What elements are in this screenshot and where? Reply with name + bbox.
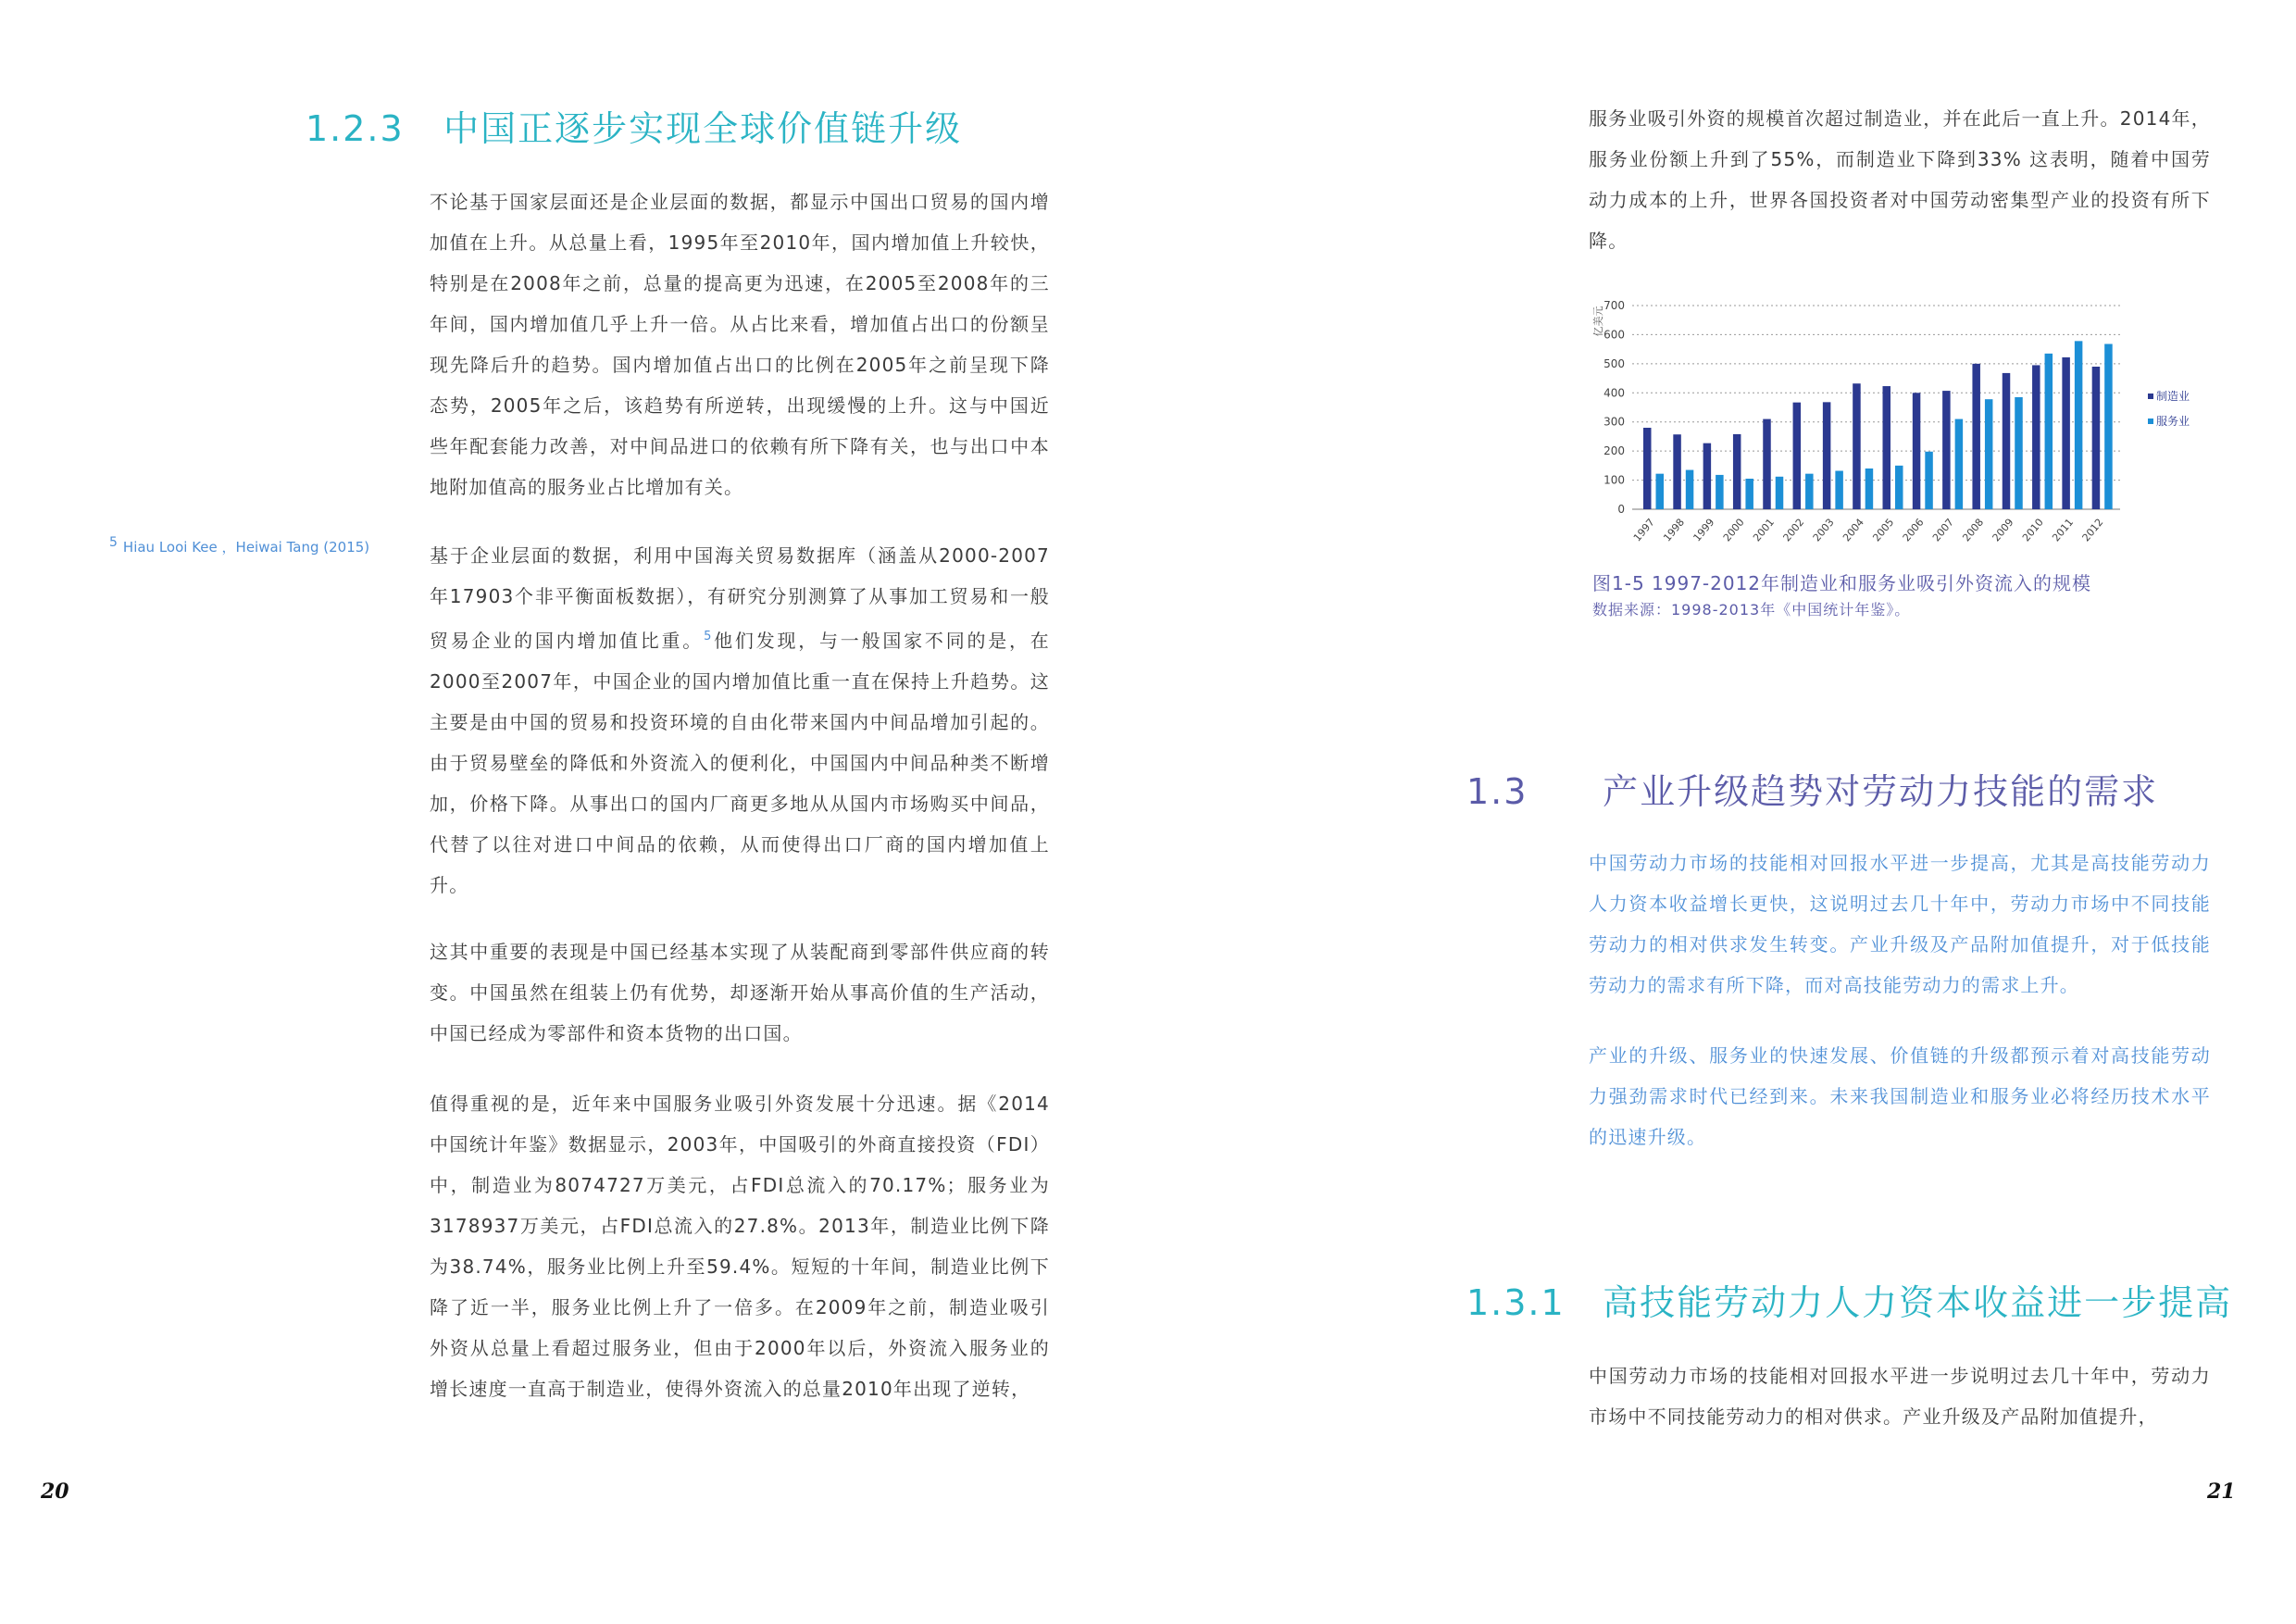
- footnote-text: Hiau Looi Kee ，Heiwai Tang (2015): [122, 539, 370, 556]
- bar-services: [2104, 344, 2113, 509]
- bar-manufacturing: [1823, 402, 1831, 509]
- section-title: 产业升级趋势对劳动力技能的需求: [1603, 771, 2159, 812]
- bar-manufacturing: [2032, 365, 2040, 509]
- x-tick-label: 1999: [1691, 516, 1717, 544]
- x-tick-label: 2007: [1929, 516, 1956, 544]
- x-tick-label: 2008: [1960, 516, 1987, 544]
- bar-services: [1745, 479, 1753, 509]
- y-tick-label: 300: [1603, 415, 1625, 429]
- section-heading-1-3: [1466, 763, 2158, 814]
- bar-services: [1955, 419, 1964, 509]
- paragraph-4: 值得重视的是，近年来中国服务业吸引外资发展十分迅速。据《2014中国统计年鉴》数据显示，2003年，中国吸引的外商直接投资（FDI）中，制造业为8074727万美元，占FDI总流入的70.17%；服务业为3178937万美元，占FDI总流入的27.8%。2013年，制造业比例下降为38.74%，服务业比例上升至59.4%。短短的十年间，制造业比例下降了近一半，服务业比例上升了一倍多。在2009年之前，制造业吸引外资从总量上看超过服务业，但由于2000年以后，外资流入服务业的增长速度一直高于制造业，使得外资流入的总量2010年出现了逆转，: [430, 1093, 1050, 1400]
- page-number-left: 20: [41, 1480, 69, 1504]
- bar-manufacturing: [1972, 364, 1980, 509]
- x-tick-label: 1997: [1630, 516, 1657, 544]
- bar-manufacturing: [1853, 383, 1861, 509]
- bar-manufacturing: [2062, 357, 2070, 509]
- x-tick-label: 2004: [1841, 516, 1866, 544]
- x-tick-label: 2010: [2019, 516, 2046, 544]
- bar-services: [1686, 470, 1694, 509]
- y-tick-label: 400: [1603, 386, 1625, 400]
- x-tick-label: 2006: [1900, 516, 1927, 544]
- bar-services: [1716, 475, 1724, 509]
- paragraph-1-3-a: 中国劳动力市场的技能相对回报水平进一步提高，尤其是高技能劳动力人力资本收益增长更快，这说明过去几十年中，劳动力市场中不同技能劳动力的相对供求发生转变。产业升级及产品附加值提升，对于低技能劳动力的需求有所下降，而对高技能劳动力的需求上升。: [1589, 852, 2211, 996]
- x-tick-label: 2011: [2050, 516, 2077, 544]
- bar-manufacturing: [1793, 403, 1802, 509]
- bar-manufacturing: [1643, 428, 1652, 509]
- bar-manufacturing: [2092, 367, 2101, 509]
- x-tick-label: 2000: [1720, 516, 1747, 544]
- section-number: 1.2.3: [306, 108, 405, 149]
- footnote-number: 5: [109, 535, 118, 550]
- paragraph-3: 这其中重要的表现是中国已经基本实现了从装配商到零部件供应商的转变。中国虽然在组装上仍有优势，却逐渐开始从事高价值的生产活动，中国已经成为零部件和资本货物的出口国。: [430, 941, 1050, 1044]
- bar-services: [1805, 474, 1814, 509]
- bar-manufacturing: [1942, 391, 1951, 509]
- footnote: [109, 535, 369, 556]
- bar-manufacturing: [2003, 373, 2011, 509]
- y-tick-label: 700: [1603, 299, 1625, 312]
- fdi-bar-chart: [1581, 289, 2190, 567]
- x-tick-label: 2005: [1870, 516, 1897, 544]
- y-tick-label: 500: [1603, 356, 1625, 370]
- paragraph-2-part-a: 基于企业层面的数据，利用中国海关贸易数据库（涵盖从2000-2007年17903个非平衡面板数据），有研究分别测算了从事加工贸易和一般贸易企业的国内增加值比重。: [430, 544, 1050, 652]
- footnote-reference[interactable]: 5: [704, 630, 713, 643]
- section-title: 高技能劳动力人力资本收益进一步提高: [1603, 1282, 2233, 1323]
- paragraph-2-part-b: 他们发现，与一般国家不同的是，在2000至2007年，中国企业的国内增加值比重一直在保持上升趋势。这主要是由中国的贸易和投资环境的自由化带来国内中间品增加引起的。由于贸易壁垒的降低和外资流入的便利化，中国国内中间品种类不断增加，价格下降。从事出口的国内厂商更多地从从国内市场购买中间品，代替了以往对进口中间品的依赖，从而使得出口厂商的国内增加值上升。: [430, 630, 1050, 896]
- x-tick-label: 2012: [2079, 516, 2106, 544]
- y-tick-label: 600: [1603, 328, 1625, 342]
- bar-manufacturing: [1733, 434, 1741, 509]
- bar-services: [1776, 477, 1784, 509]
- legend-label: 服务业: [2156, 415, 2190, 428]
- section-heading-1-2-3: [306, 100, 962, 151]
- y-axis-label: 亿美元: [1592, 306, 1604, 337]
- chart-svg: [1581, 289, 2190, 567]
- bar-manufacturing: [1763, 419, 1771, 509]
- bar-services: [2045, 354, 2053, 509]
- bar-services: [1985, 399, 1993, 509]
- chart-caption: 图1-5 1997-2012年制造业和服务业吸引外资流入的规模: [1592, 572, 2092, 594]
- legend-swatch: [2148, 418, 2153, 424]
- bar-services: [1895, 466, 1903, 509]
- paragraph-1: 不论基于国家层面还是企业层面的数据，都显示中国出口贸易的国内增加值在上升。从总量上看，1995年至2010年，国内增加值上升较快，特别是在2008年之前，总量的提高更为迅速，在2005至2008年的三年间，国内增加值几乎上升一倍。从占比来看，增加值占出口的份额呈现先降后升的趋势。国内增加值占出口的比例在2005年之前呈现下降态势，2005年之后，该趋势有所逆转，出现缓慢的上升。这与中国近些年配套能力改善，对中间品进口的依赖有所下降有关，也与出口中本地附加值高的服务业占比增加有关。: [430, 191, 1050, 498]
- y-tick-label: 200: [1603, 444, 1625, 458]
- bar-services: [1866, 468, 1874, 509]
- bar-manufacturing: [1883, 386, 1891, 509]
- bar-services: [1835, 471, 1843, 509]
- bar-services: [1925, 452, 1933, 509]
- bar-services: [2075, 341, 2083, 509]
- section-heading-1-3-1: [1466, 1274, 2232, 1325]
- x-tick-label: 2003: [1810, 516, 1837, 544]
- bar-manufacturing: [1673, 434, 1681, 509]
- x-tick-label: 2001: [1751, 516, 1778, 544]
- bar-services: [1656, 474, 1665, 509]
- y-tick-label: 0: [1617, 503, 1625, 516]
- section-number: 1.3: [1466, 771, 1529, 812]
- paragraph-top-right: 服务业吸引外资的规模首次超过制造业，并在此后一直上升。2014年，服务业份额上升到了55%，而制造业下降到33% 这表明，随着中国劳动力成本的上升，世界各国投资者对中国劳动密集型产业的投资有所下降。: [1589, 107, 2211, 252]
- section-number: 1.3.1: [1466, 1282, 1566, 1323]
- x-tick-label: 1998: [1661, 516, 1688, 544]
- x-tick-label: 2009: [1990, 516, 2016, 544]
- legend-swatch: [2148, 394, 2153, 399]
- section-title: 中国正逐步实现全球价值链升级: [443, 108, 963, 149]
- x-tick-label: 2002: [1780, 516, 1807, 544]
- paragraph-1-3-b: 产业的升级、服务业的快速发展、价值链的升级都预示着对高技能劳动力强劲需求时代已经到来。未来我国制造业和服务业必将经历技术水平的迅速升级。: [1589, 1044, 2211, 1148]
- bar-services: [2015, 397, 2023, 509]
- chart-source: 数据来源：1998-2013年《中国统计年鉴》。: [1592, 601, 1911, 618]
- bar-manufacturing: [1703, 443, 1712, 509]
- y-tick-label: 100: [1603, 473, 1625, 487]
- paragraph-2: [430, 535, 1050, 906]
- bar-manufacturing: [1913, 393, 1921, 509]
- paragraph-1-3-1: 中国劳动力市场的技能相对回报水平进一步说明过去几十年中，劳动力市场中不同技能劳动力的相对供求。产业升级及产品附加值提升，: [1589, 1365, 2211, 1428]
- legend-label: 制造业: [2156, 390, 2190, 403]
- page-number-right: 21: [2207, 1480, 2236, 1504]
